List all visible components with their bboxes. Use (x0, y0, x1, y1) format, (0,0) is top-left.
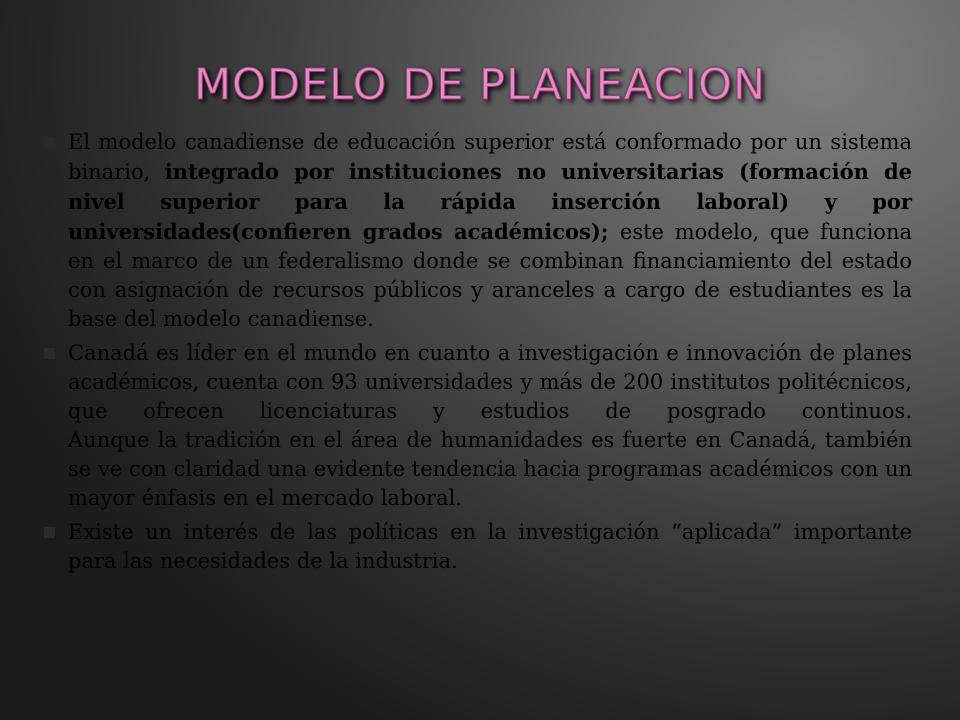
paragraph-1-bold: integrado por instituciones no universitarias (formación de nivel superior para la rápida inserción laboral) y por universidades(confieren grados académicos); (68, 159, 913, 244)
slide-title: MODELO DE PLANEACION (193, 60, 767, 110)
paragraph-2-first: Canadá es líder en el mundo en cuanto a investigación e innovación de planes académicos, cuenta con 93 universidades y más de 200 institutos politécnicos, que ofrecen licenciaturas y estudios de posgrado continuos. (68, 341, 912, 423)
paragraph-1-rest: este modelo, que funciona en el marco de un federalismo donde se combinan financiamiento del estado con asignación de recursos públicos y aranceles a cargo de estudiantes es la base del modelo canadiense. (68, 220, 912, 331)
slide-body (68, 128, 912, 581)
paragraph-canada-leader (68, 339, 912, 513)
square-bullet-icon (44, 348, 55, 359)
paragraph-1-intro: El modelo canadiense de educación superior está conformado por un sistema binario, (68, 130, 912, 184)
paragraph-2-second: Aunque la tradición en el área de humanidades es fuerte en Canadá, también se ve con claridad una evidente tendencia hacia programas académicos con un mayor énfasis en el mercado laboral. (68, 428, 912, 510)
square-bullet-icon (44, 527, 55, 538)
paragraph-applied-research (68, 518, 912, 576)
paragraph-3-text: Existe un interés de las políticas en la investigación “aplicada” importante para las necesidades de la industria. (68, 520, 912, 573)
square-bullet-icon (44, 137, 55, 148)
paragraph-binary-system (68, 128, 912, 334)
